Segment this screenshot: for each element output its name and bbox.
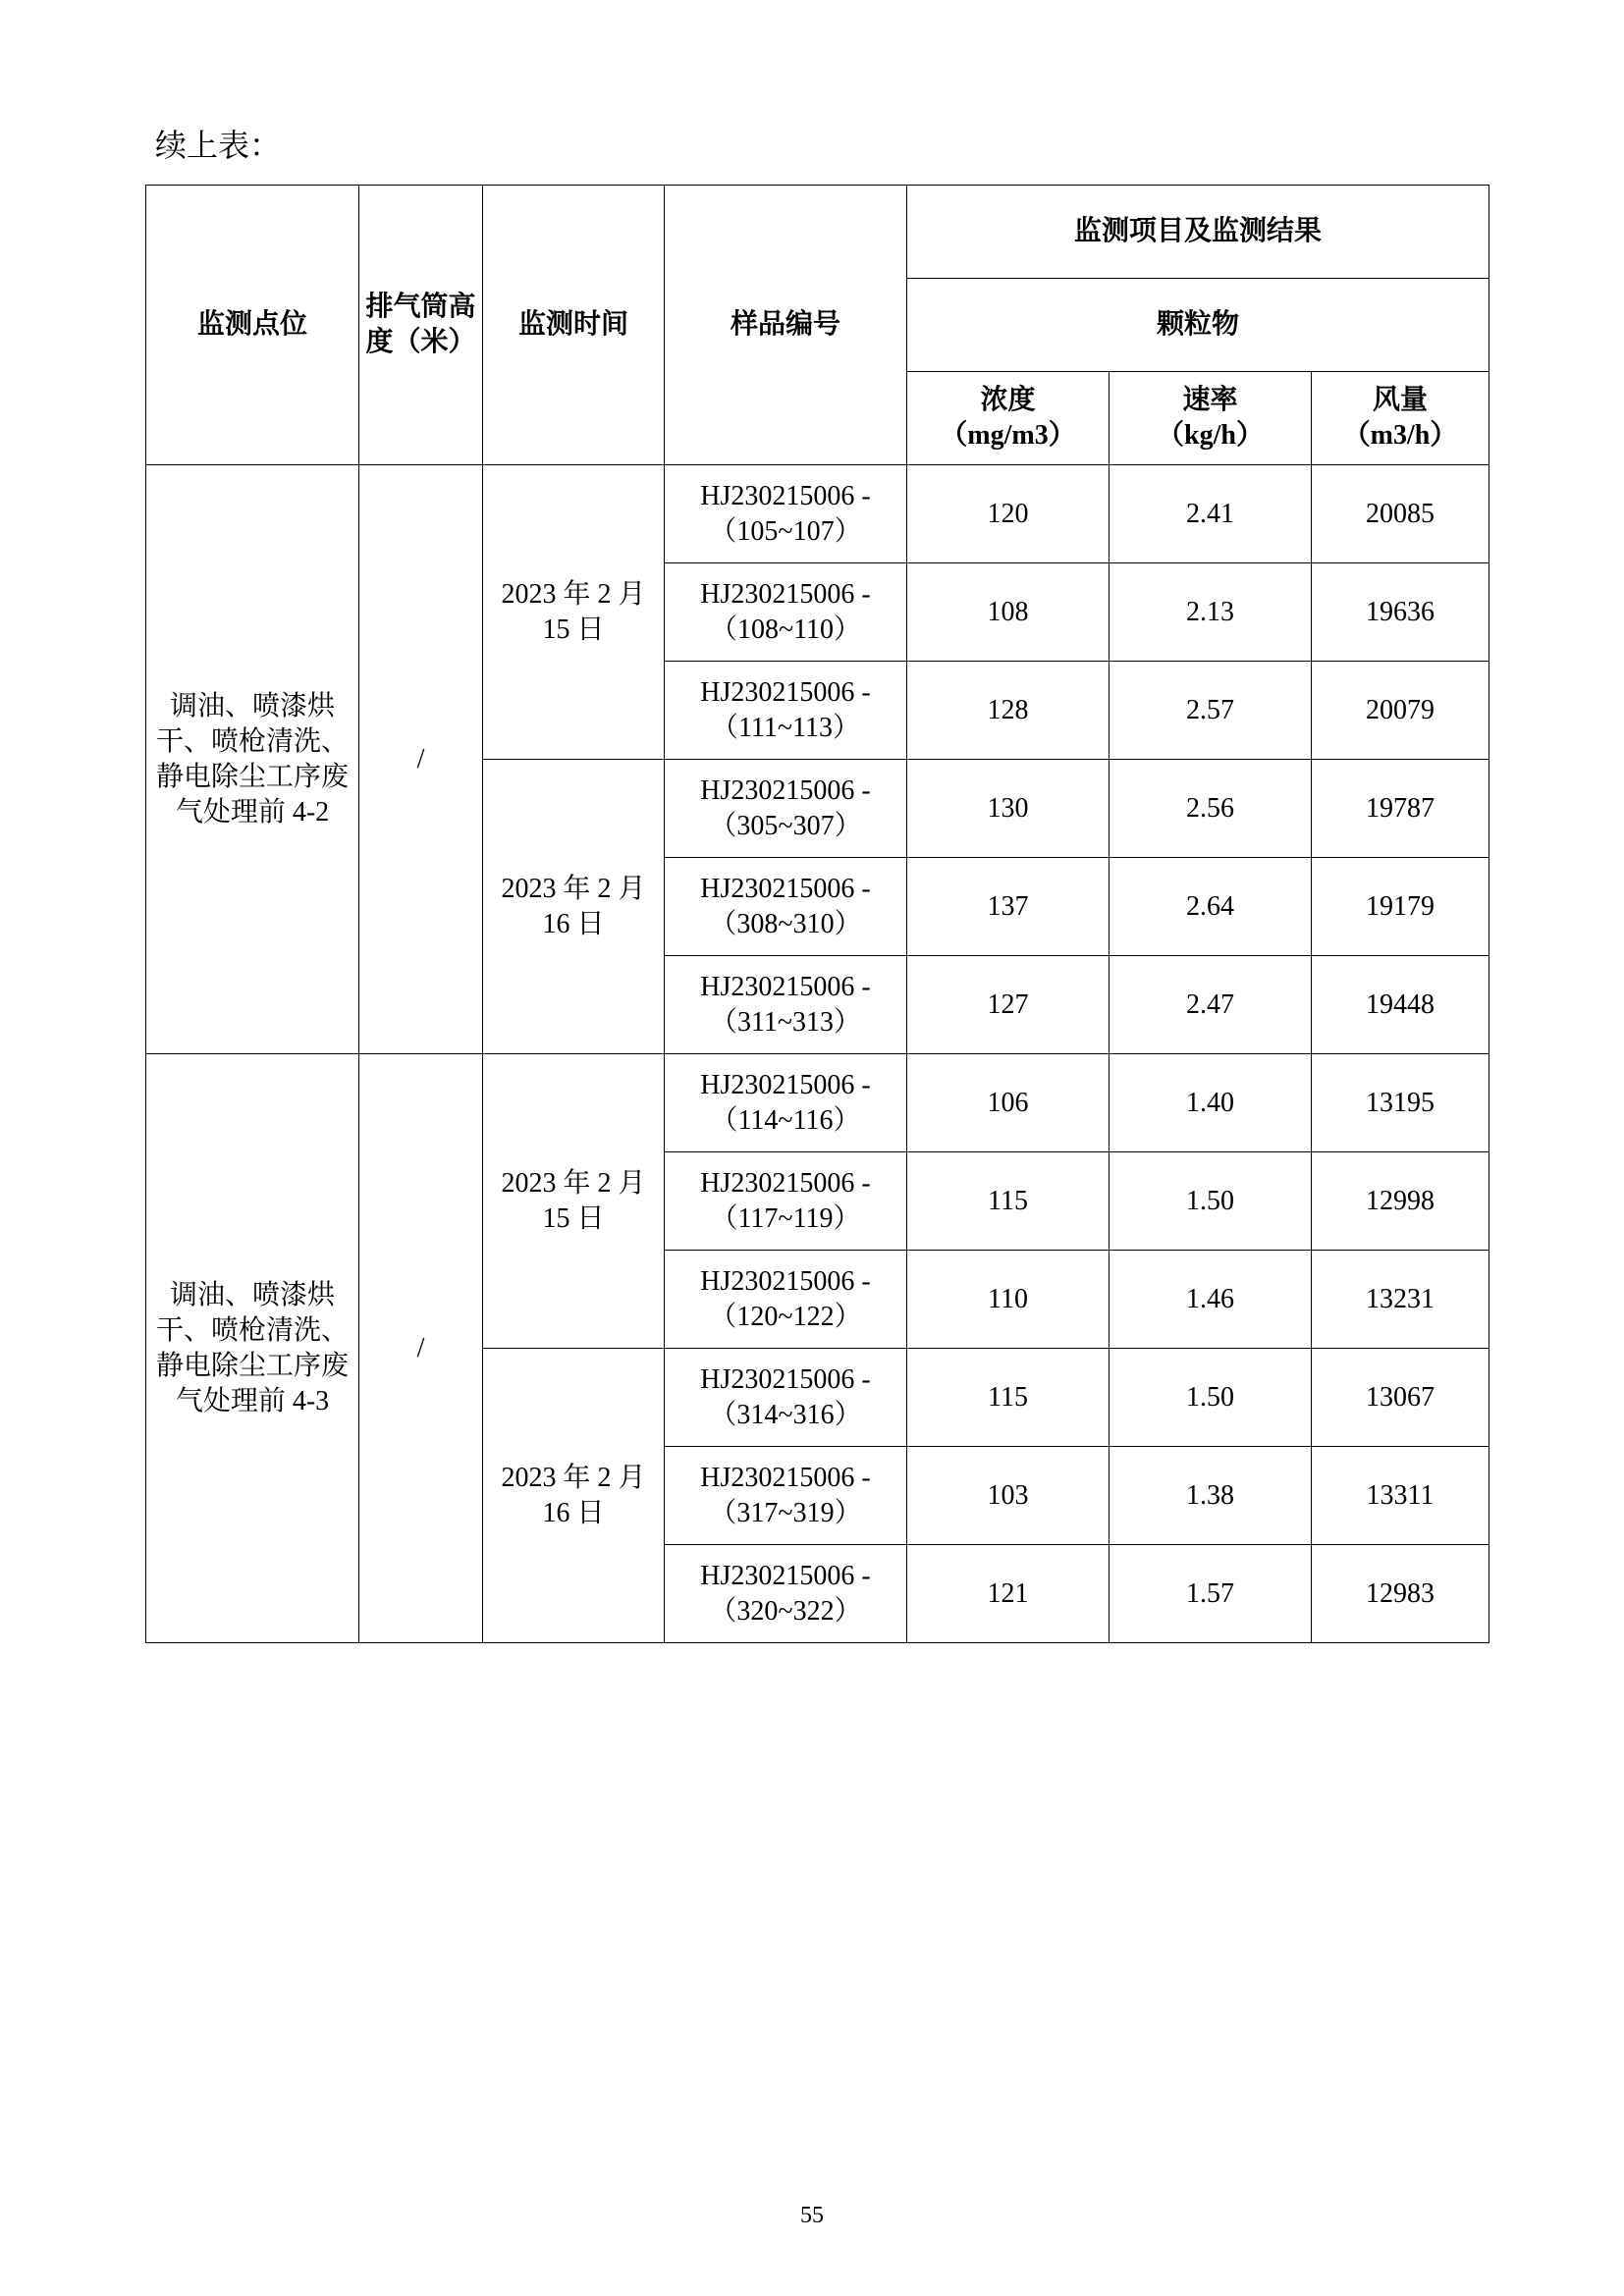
header-location: 监测点位 [146,186,359,465]
header-concentration [907,372,1110,465]
rate-cell: 2.13 [1110,563,1312,662]
header-airflow-unit: （m3/h） [1342,420,1458,451]
table-row [146,1054,1489,1152]
rate-cell: 1.57 [1110,1545,1312,1643]
date-cell: 2023 年 2 月 15 日 [483,465,665,760]
stack-height-cell: / [359,1054,483,1643]
concentration-cell: 110 [907,1251,1110,1349]
header-airflow-label: 风量 [1373,385,1429,415]
rate-cell: 2.64 [1110,858,1312,956]
airflow-cell: 12998 [1312,1152,1489,1251]
concentration-cell: 120 [907,465,1110,563]
date-cell: 2023 年 2 月 16 日 [483,1349,665,1643]
concentration-cell: 128 [907,662,1110,760]
sample-id-cell: HJ230215006 -（314~316） [665,1349,907,1447]
concentration-cell: 121 [907,1545,1110,1643]
concentration-cell: 106 [907,1054,1110,1152]
page-number: 55 [800,2203,824,2228]
rate-cell: 2.56 [1110,760,1312,858]
sample-id-cell: HJ230215006 -（105~107） [665,465,907,563]
concentration-cell: 130 [907,760,1110,858]
airflow-cell: 13195 [1312,1054,1489,1152]
header-airflow [1312,372,1489,465]
header-sample-id: 样品编号 [665,186,907,465]
header-concentration-unit: （mg/m3） [940,420,1076,451]
concentration-cell: 127 [907,956,1110,1054]
header-time: 监测时间 [483,186,665,465]
table-header [146,186,1489,465]
date-cell: 2023 年 2 月 16 日 [483,760,665,1054]
airflow-cell: 13067 [1312,1349,1489,1447]
airflow-cell: 13231 [1312,1251,1489,1349]
sample-id-cell: HJ230215006 -（311~313） [665,956,907,1054]
airflow-cell: 20079 [1312,662,1489,760]
airflow-cell: 19448 [1312,956,1489,1054]
rate-cell: 1.50 [1110,1152,1312,1251]
header-rate-unit: （kg/h） [1157,420,1264,451]
sample-id-cell: HJ230215006 -（108~110） [665,563,907,662]
rate-cell: 2.41 [1110,465,1312,563]
rate-cell: 2.57 [1110,662,1312,760]
table-body [146,465,1489,1643]
airflow-cell: 20085 [1312,465,1489,563]
airflow-cell: 13311 [1312,1447,1489,1545]
sample-id-cell: HJ230215006 -（317~319） [665,1447,907,1545]
sample-id-cell: HJ230215006 -（305~307） [665,760,907,858]
table-continuation-caption: 续上表： [155,128,282,163]
header-pollutant: 颗粒物 [907,279,1489,372]
stack-height-cell: / [359,465,483,1054]
date-cell: 2023 年 2 月 15 日 [483,1054,665,1349]
monitoring-results-table [145,185,1489,1643]
sample-id-cell: HJ230215006 -（117~119） [665,1152,907,1251]
header-items-results: 监测项目及监测结果 [907,186,1489,279]
rate-cell: 1.50 [1110,1349,1312,1447]
sample-id-cell: HJ230215006 -（111~113） [665,662,907,760]
sample-id-cell: HJ230215006 -（308~310） [665,858,907,956]
rate-cell: 2.47 [1110,956,1312,1054]
concentration-cell: 115 [907,1349,1110,1447]
table-row [146,465,1489,563]
airflow-cell: 19787 [1312,760,1489,858]
header-rate-label: 速率 [1182,385,1238,415]
concentration-cell: 108 [907,563,1110,662]
header-concentration-label: 浓度 [980,385,1036,415]
rate-cell: 1.46 [1110,1251,1312,1349]
airflow-cell: 19636 [1312,563,1489,662]
sample-id-cell: HJ230215006 -（320~322） [665,1545,907,1643]
airflow-cell: 19179 [1312,858,1489,956]
location-cell: 调油、喷漆烘干、喷枪清洗、静电除尘工序废气处理前 4-3 [146,1054,359,1643]
location-cell: 调油、喷漆烘干、喷枪清洗、静电除尘工序废气处理前 4-2 [146,465,359,1054]
rate-cell: 1.40 [1110,1054,1312,1152]
header-stack-height: 排气筒高度（米） [359,186,483,465]
concentration-cell: 115 [907,1152,1110,1251]
concentration-cell: 103 [907,1447,1110,1545]
sample-id-cell: HJ230215006 -（114~116） [665,1054,907,1152]
airflow-cell: 12983 [1312,1545,1489,1643]
rate-cell: 1.38 [1110,1447,1312,1545]
sample-id-cell: HJ230215006 -（120~122） [665,1251,907,1349]
concentration-cell: 137 [907,858,1110,956]
header-rate [1110,372,1312,465]
